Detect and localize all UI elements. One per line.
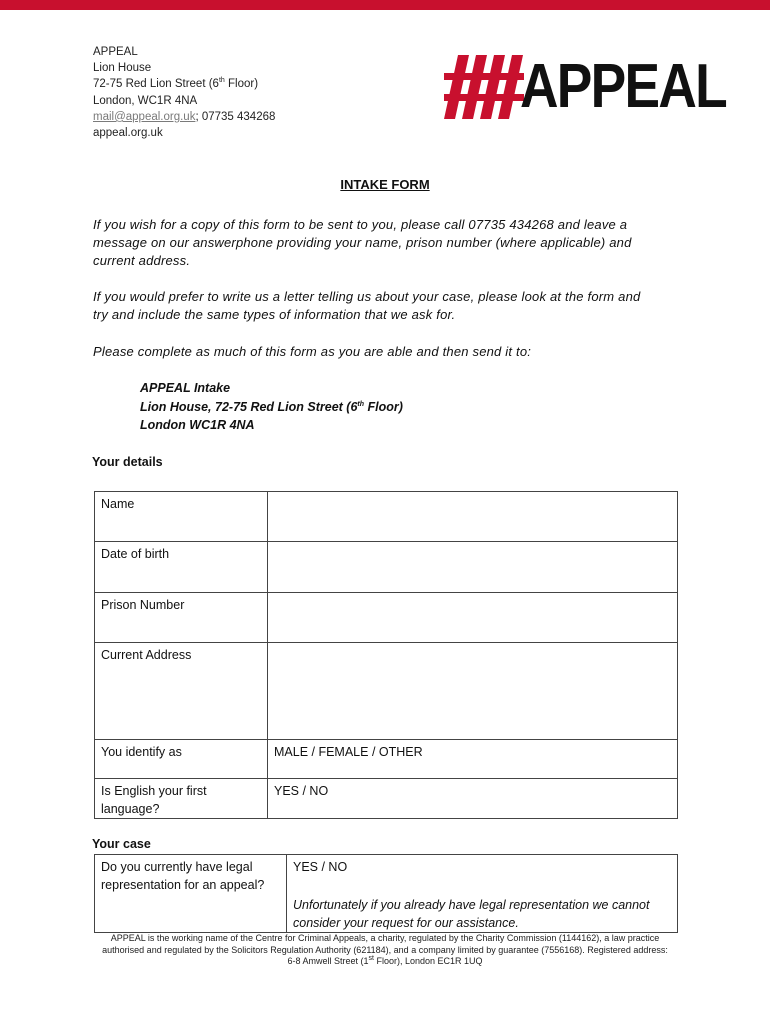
legal-representation-cell — [287, 855, 678, 933]
email-link[interactable]: mail@appeal.org.uk — [93, 110, 196, 123]
prison-number-field[interactable] — [268, 593, 678, 643]
send-instruction-paragraph: Please complete as much of this form as you are able and then send it to: — [93, 344, 532, 359]
website-text: appeal.org.uk — [93, 127, 163, 140]
your-case-heading: Your case — [92, 837, 151, 851]
street-floor: Floor) — [224, 78, 259, 91]
table-row — [95, 643, 678, 740]
city-postcode: London, WC1R 4NA — [93, 94, 198, 107]
name-label: Name — [95, 492, 268, 542]
send-to-line-1: APPEAL Intake — [140, 381, 231, 395]
street-text: 72-75 Red Lion Street (6 — [93, 78, 219, 91]
table-row — [95, 779, 678, 819]
send-to-line-3: London WC1R 4NA — [140, 418, 255, 432]
appeal-logo — [444, 52, 726, 124]
send-to-address — [140, 379, 403, 435]
footer-address-sup: st — [368, 955, 374, 963]
legal-representation-note: Unfortunately if you already have legal representation we cannot consider your request for our assistance. — [293, 898, 650, 930]
footer-legal-text: APPEAL is the working name of the Centre for Criminal Appeals, a charity, regulated by the Charity Commission (1144162), a law practice authorised and regulated by the Solicitors Regulation Authority (621184), and a company limited by guarantee (7556168). Registered address: — [102, 933, 668, 955]
identify-as-options[interactable]: MALE / FEMALE / OTHER — [268, 740, 678, 779]
date-of-birth-field[interactable] — [268, 542, 678, 593]
footer-address-text: 6-8 Amwell Street (1 — [287, 956, 369, 967]
english-first-language-options[interactable]: YES / NO — [268, 779, 678, 819]
english-first-language-label: Is English your first language? — [95, 779, 268, 819]
street-address — [93, 76, 275, 92]
send-to-floor: Floor) — [364, 399, 403, 414]
four-red-slashes-icon — [444, 52, 526, 122]
send-to-line-2 — [140, 398, 403, 417]
legal-representation-options[interactable]: YES / NO — [293, 860, 348, 874]
send-to-sup: th — [357, 400, 365, 408]
table-row — [95, 492, 678, 542]
copy-request-paragraph: If you wish for a copy of this form to be sent to you, please call 07735 434268 and leave a message on our answerphone providing your name, prison number (where applicable) and current address. — [93, 217, 632, 268]
table-row — [95, 593, 678, 643]
logo-wordmark: APPEAL — [520, 52, 726, 121]
current-address-field[interactable] — [268, 643, 678, 740]
name-field[interactable] — [268, 492, 678, 542]
current-address-label: Current Address — [95, 643, 268, 740]
form-title: INTAKE FORM — [340, 177, 430, 192]
your-details-table — [94, 491, 678, 819]
street-sup: th — [218, 77, 225, 85]
send-to-street: Lion House, 72-75 Red Lion Street (6 — [140, 399, 358, 414]
footer-address-floor: Floor), London EC1R 1UQ — [373, 956, 483, 967]
table-row — [95, 542, 678, 593]
letter-option-paragraph: If you would prefer to write us a letter telling us about your case, please look at the form and try and include the same types of information that we ask for. — [93, 289, 641, 322]
letterhead-address — [93, 44, 275, 141]
footer-registered-address — [92, 956, 678, 968]
identify-as-label: You identify as — [95, 740, 268, 779]
table-row — [95, 855, 678, 933]
prison-number-label: Prison Number — [95, 593, 268, 643]
table-row — [95, 740, 678, 779]
contact-line — [93, 109, 275, 125]
date-of-birth-label: Date of birth — [95, 542, 268, 593]
your-case-table — [94, 854, 678, 933]
your-details-heading: Your details — [92, 455, 163, 469]
legal-representation-label: Do you currently have legal representation for an appeal? — [95, 855, 287, 933]
page-footer — [92, 933, 678, 968]
brand-top-bar — [0, 0, 770, 10]
building-name: Lion House — [93, 62, 152, 75]
phone-number: ; 07735 434268 — [195, 110, 276, 123]
org-name: APPEAL — [93, 46, 138, 58]
